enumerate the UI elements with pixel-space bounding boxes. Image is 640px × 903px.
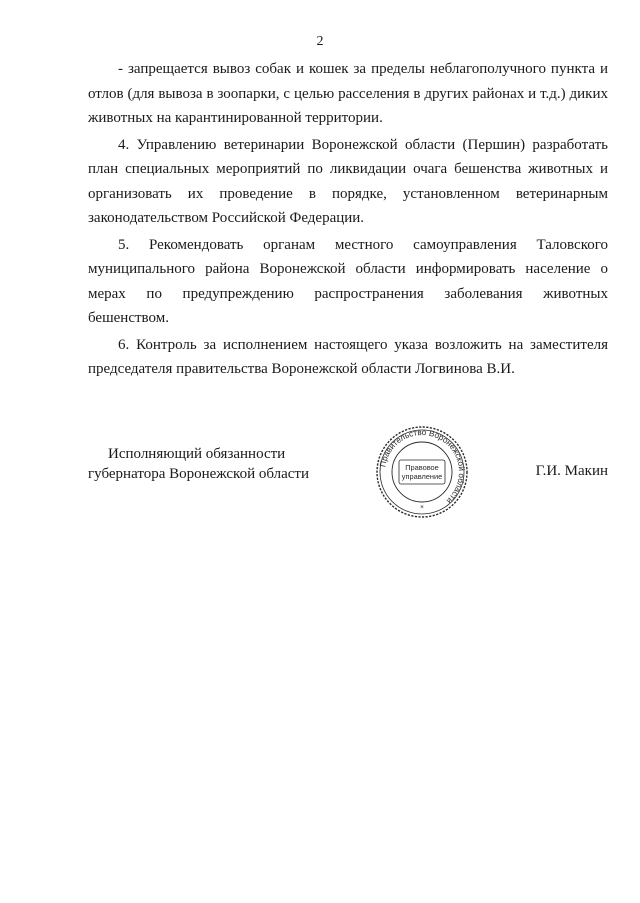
stamp-inner-line2: управление — [401, 472, 443, 481]
document-body — [88, 57, 608, 384]
page-number: 2 — [316, 34, 324, 49]
signatory-title — [88, 444, 309, 484]
paragraph-control: 6. Контроль за исполнением настоящего указа возложить на заместителя председателя правительства Воронежской области Логвинова В.И. — [88, 336, 608, 377]
signatory-title-line2: губернатора Воронежской области — [88, 466, 309, 482]
official-seal-stamp — [374, 424, 470, 520]
signature-block — [0, 444, 640, 524]
signatory-name: Г.И. Макин — [535, 463, 608, 479]
stamp-inner-line1: Правовое — [405, 463, 439, 472]
stamp-outer-text: Правительство Воронежской области — [378, 427, 467, 506]
paragraph-inform-population: 5. Рекомендовать органам местного самоуправления Таловского муниципального района Воронежской области информировать население о мерах по предупреждению распространения заболевания животных бешенством. — [88, 236, 608, 326]
paragraph-veterinary-plan: 4. Управлению ветеринарии Воронежской области (Першин) разработать план специальных мероприятий по ликвидации очага бешенства животных и организовать их проведение в порядке, установленном ветеринарным законодательством Российской Федерации. — [88, 136, 608, 226]
signatory-title-line1: Исполняющий обязанности — [108, 446, 286, 462]
paragraph-ban-removal: - запрещается вывоз собак и кошек за пределы неблагополучного пункта и отлов (для вывоза в зоопарки, с целью расселения в других районах и т.д.) диких животных на карантинированной территории. — [88, 61, 608, 126]
stamp-star-icon: * — [420, 504, 424, 512]
